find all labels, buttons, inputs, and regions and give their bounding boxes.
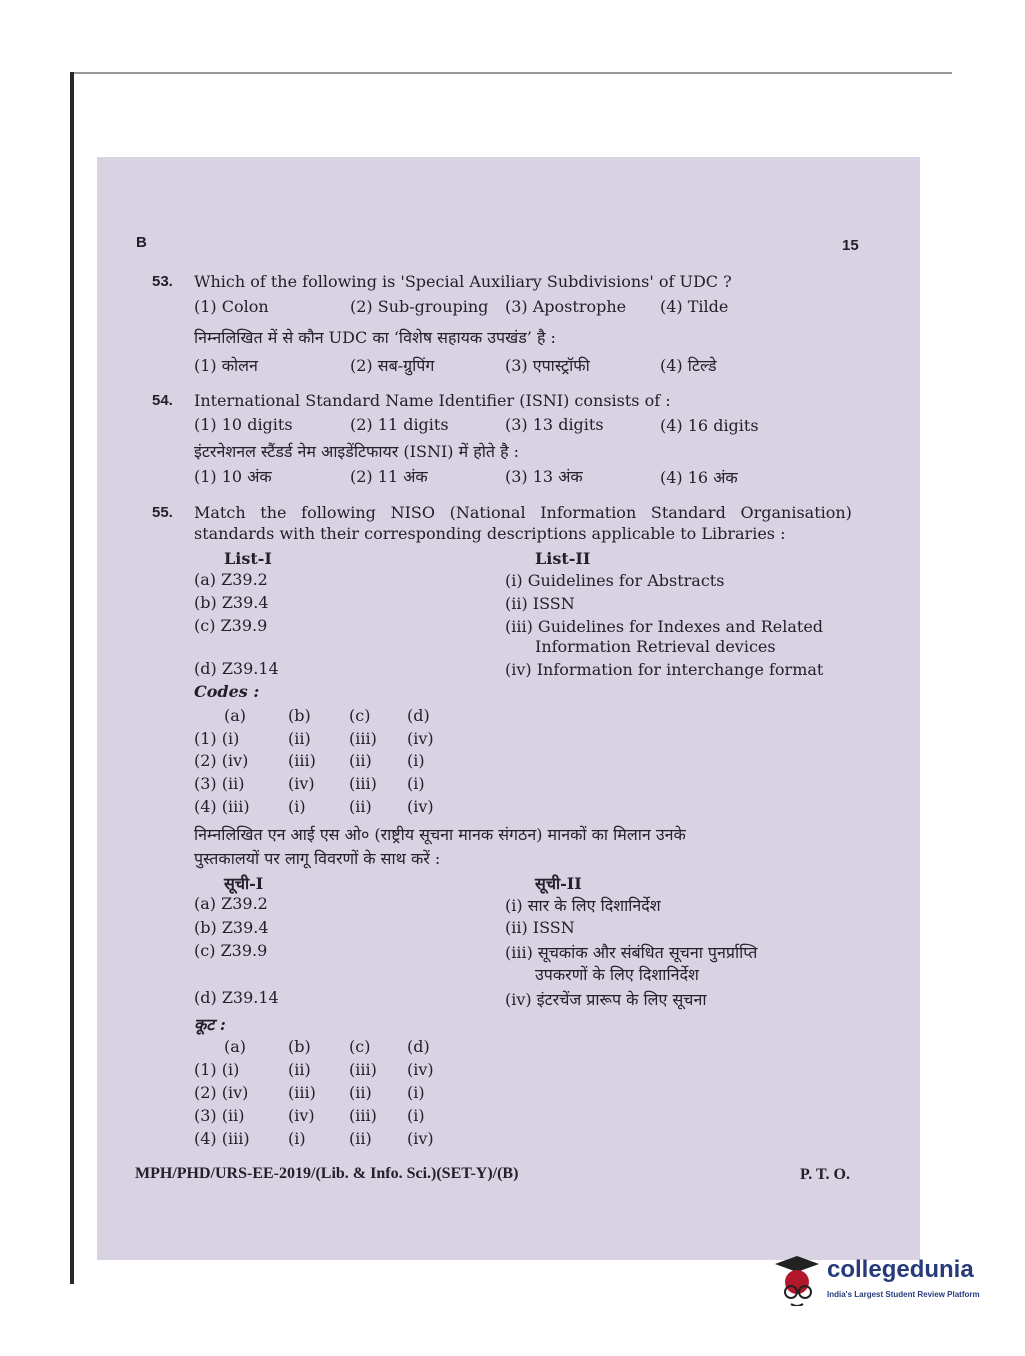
question-number: 54. [152, 392, 173, 409]
code-row-1-b: (ii) [288, 729, 311, 748]
code-row-3-b: (iv) [288, 1106, 315, 1125]
code-row-2-a: (2) (iv) [194, 751, 249, 770]
collegedunia-tagline: India's Largest Student Review Platform [827, 1290, 980, 1299]
option-4-hi: (4) टिल्डे [660, 356, 717, 375]
option-4-en: (4) Tilde [660, 297, 729, 316]
footer-paper-code: MPH/PHD/URS-EE-2019/(Lib. & Info. Sci.)(SET-Y)/(B) [135, 1165, 519, 1182]
code-row-4-c: (ii) [349, 1129, 372, 1148]
code-row-3-d: (i) [407, 774, 425, 793]
list-2-heading-hi: सूची-II [535, 874, 582, 893]
code-row-1-a: (1) (i) [194, 1060, 240, 1079]
code-row-1-d: (iv) [407, 1060, 434, 1079]
list-1-item-a-hi: (a) Z39.2 [194, 894, 268, 913]
word: Organisation) [740, 503, 852, 522]
list-2-item-i: (i) Guidelines for Abstracts [505, 571, 725, 590]
word: (National [449, 503, 526, 522]
question-text-en: International Standard Name Identifier (ISNI) consists of : [194, 391, 671, 410]
codes-header-d: (d) [407, 1037, 430, 1056]
option-1-hi: (1) 10 अंक [194, 467, 272, 486]
code-row-3-a: (3) (ii) [194, 774, 245, 793]
codes-header-d: (d) [407, 706, 430, 725]
code-row-2-a: (2) (iv) [194, 1083, 249, 1102]
code-row-4-a: (4) (iii) [194, 1129, 250, 1148]
option-1-hi: (1) कोलन [194, 356, 258, 375]
list-1-item-c: (c) Z39.9 [194, 616, 268, 635]
list-1-item-b-hi: (b) Z39.4 [194, 918, 269, 937]
code-row-2-b: (iii) [288, 1083, 316, 1102]
exam-page [97, 157, 920, 1260]
word: Match [194, 503, 246, 522]
question-text-en: Which of the following is 'Special Auxiliary Subdivisions' of UDC ? [194, 272, 732, 291]
code-row-1-c: (iii) [349, 729, 377, 748]
question-text-hi-line-1: निम्नलिखित एन आई एस ओ० (राष्ट्रीय सूचना मानक संगठन) मानकों का मिलान उनके [194, 825, 686, 844]
option-3-hi: (3) एपास्ट्रॉफी [505, 356, 590, 375]
question-text-hi: इंटरनेशनल स्टैंडर्ड नेम आइडेंटिफायर (ISNI) में होते है : [194, 442, 520, 461]
code-row-3-a: (3) (ii) [194, 1106, 245, 1125]
code-row-3-c: (iii) [349, 774, 377, 793]
option-2-hi: (2) 11 अंक [350, 467, 428, 486]
list-1-item-c-hi: (c) Z39.9 [194, 941, 268, 960]
code-row-4-a: (4) (iii) [194, 797, 250, 816]
codes-header-b: (b) [288, 706, 311, 725]
word: Information [540, 503, 637, 522]
list-2-item-iii-cont-hi: उपकरणों के लिए दिशानिर्देश [535, 965, 699, 984]
code-row-2-c: (ii) [349, 751, 372, 770]
list-1-heading-hi: सूची-I [224, 874, 264, 893]
list-2-item-iii-hi: (iii) सूचकांक और संबंधित सूचना पुनर्प्राप्ति [505, 943, 758, 962]
list-2-item-iv-hi: (iv) इंटरचेंज प्रारूप के लिए सूचना [505, 990, 707, 1009]
option-1-en: (1) Colon [194, 297, 269, 316]
code-row-1-d: (iv) [407, 729, 434, 748]
option-4-en: (4) 16 digits [660, 416, 759, 435]
codes-header-c: (c) [349, 1037, 371, 1056]
list-2-heading: List-II [535, 549, 591, 568]
code-row-3-d: (i) [407, 1106, 425, 1125]
option-1-en: (1) 10 digits [194, 415, 293, 434]
code-row-1-a: (1) (i) [194, 729, 240, 748]
list-1-heading: List-I [224, 549, 272, 568]
option-3-en: (3) Apostrophe [505, 297, 627, 316]
footer-pto: P. T. O. [800, 1166, 850, 1183]
word: following [301, 503, 376, 522]
option-2-en: (2) Sub-grouping [350, 297, 489, 316]
code-row-2-d: (i) [407, 1083, 425, 1102]
code-row-1-c: (iii) [349, 1060, 377, 1079]
code-row-2-c: (ii) [349, 1083, 372, 1102]
codes-header-c: (c) [349, 706, 371, 725]
list-1-item-d: (d) Z39.14 [194, 659, 279, 678]
word: the [260, 503, 287, 522]
option-3-en: (3) 13 digits [505, 415, 604, 434]
code-row-3-b: (iv) [288, 774, 315, 793]
code-row-4-b: (i) [288, 797, 306, 816]
list-1-item-b: (b) Z39.4 [194, 593, 269, 612]
collegedunia-brand: collegedunia [827, 1256, 974, 1283]
option-3-hi: (3) 13 अंक [505, 467, 583, 486]
list-2-item-iii-cont: Information Retrieval devices [535, 637, 776, 656]
list-2-item-ii-hi: (ii) ISSN [505, 918, 575, 937]
option-4-hi: (4) 16 अंक [660, 468, 738, 487]
question-number: 53. [152, 273, 173, 290]
code-row-4-d: (iv) [407, 1129, 434, 1148]
set-letter: B [136, 234, 147, 251]
scan-edge-top [70, 72, 952, 74]
code-row-3-c: (iii) [349, 1106, 377, 1125]
codes-header-a: (a) [224, 706, 247, 725]
list-1-item-d-hi: (d) Z39.14 [194, 988, 279, 1007]
codes-label: Codes : [194, 682, 260, 701]
code-row-2-d: (i) [407, 751, 425, 770]
codes-label-hi: कूट : [194, 1015, 226, 1034]
list-2-item-ii: (ii) ISSN [505, 594, 575, 613]
code-row-2-b: (iii) [288, 751, 316, 770]
list-2-item-i-hi: (i) सार के लिए दिशानिर्देश [505, 896, 661, 915]
scan-edge-left [70, 72, 74, 1284]
code-row-4-c: (ii) [349, 797, 372, 816]
codes-header-a: (a) [224, 1037, 247, 1056]
question-text-hi: निम्नलिखित में से कौन UDC का ‘विशेष सहायक उपखंड’ है : [194, 328, 556, 347]
question-text-en-line-1 [194, 503, 852, 522]
question-text-hi-line-2: पुस्तकालयों पर लागू विवरणों के साथ करें : [194, 849, 441, 868]
code-row-4-b: (i) [288, 1129, 306, 1148]
collegedunia-logo-icon [765, 1250, 821, 1306]
question-number: 55. [152, 504, 173, 521]
option-2-en: (2) 11 digits [350, 415, 449, 434]
option-2-hi: (2) सब-ग्रुपिंग [350, 356, 435, 375]
page-number: 15 [842, 237, 859, 254]
codes-header-b: (b) [288, 1037, 311, 1056]
code-row-4-d: (iv) [407, 797, 434, 816]
word: Standard [650, 503, 726, 522]
list-1-item-a: (a) Z39.2 [194, 570, 268, 589]
list-2-item-iii: (iii) Guidelines for Indexes and Related [505, 617, 824, 636]
code-row-1-b: (ii) [288, 1060, 311, 1079]
list-2-item-iv: (iv) Information for interchange format [505, 660, 824, 679]
collegedunia-watermark [765, 1250, 995, 1310]
word: NISO [390, 503, 435, 522]
question-text-en-line-2: standards with their corresponding descriptions applicable to Libraries : [194, 524, 786, 543]
